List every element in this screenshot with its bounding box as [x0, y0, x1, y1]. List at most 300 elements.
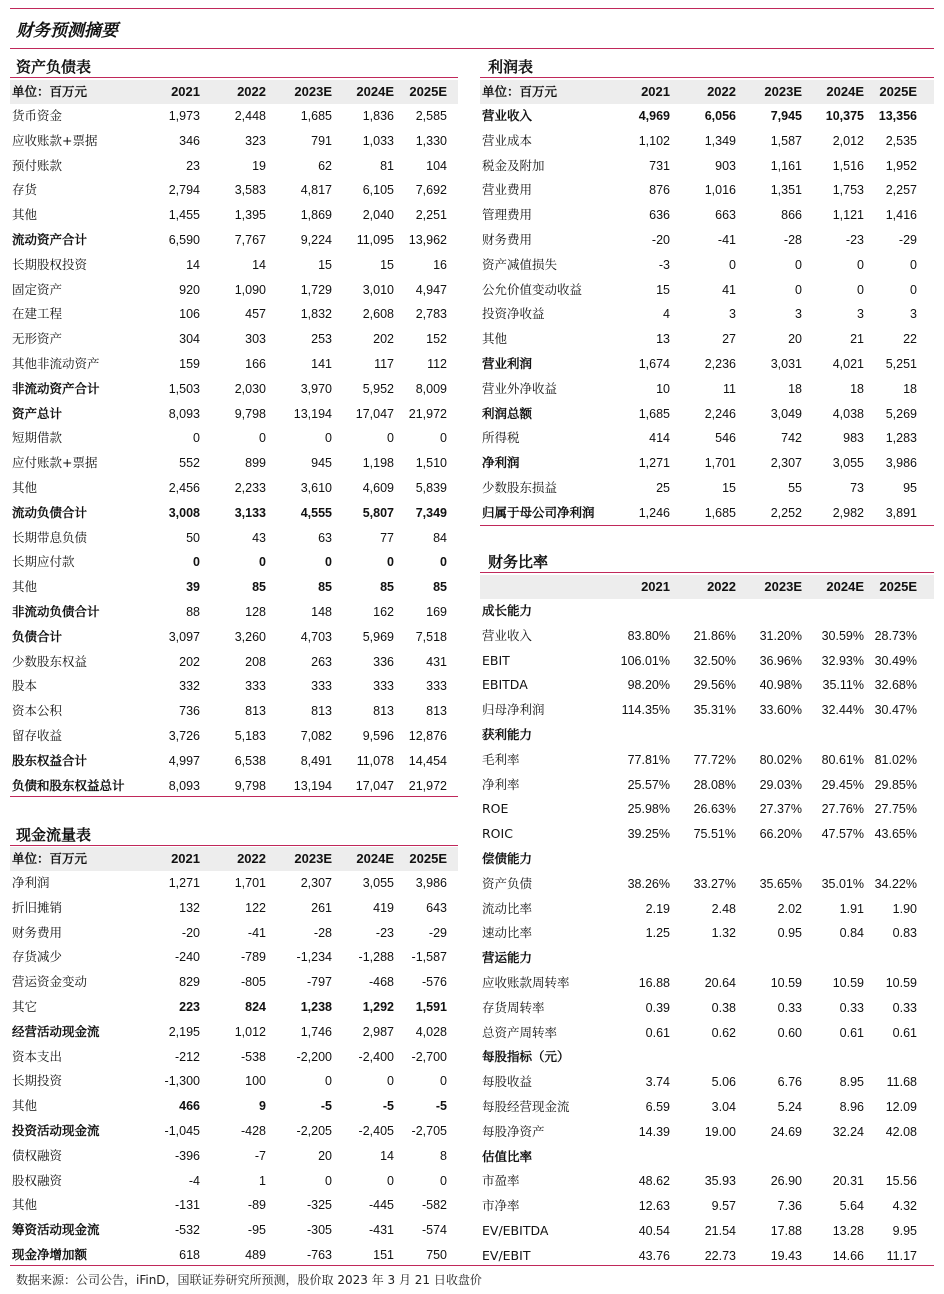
balance-sheet-cell: 323	[245, 133, 266, 148]
cash-flow-cell: -1,300	[164, 1074, 200, 1089]
balance-sheet-cell: 1,503	[168, 381, 200, 396]
income-statement-cell: 73	[850, 480, 864, 495]
balance-sheet-cell: 166	[245, 356, 266, 371]
balance-sheet-row-label: 长期股权投资	[12, 256, 88, 272]
ratios-cell: 2.48	[711, 901, 736, 916]
ratios-cell: 0.60	[777, 1025, 802, 1040]
cash-flow-cell: 419	[373, 900, 394, 915]
income-statement-cell: 1,349	[704, 133, 736, 148]
ratios-row-label: 存货周转率	[482, 999, 545, 1015]
ratios-row-label: 毛利率	[482, 751, 520, 767]
balance-sheet-cell: 23	[186, 158, 200, 173]
balance-sheet-cell: 84	[433, 530, 447, 545]
balance-sheet-cell: 431	[426, 654, 447, 669]
ratios-cell: 19.00	[704, 1124, 736, 1139]
balance-sheet-row	[10, 253, 458, 278]
cash-flow-cell: 466	[179, 1099, 200, 1114]
cash-flow-cell: -582	[421, 1198, 447, 1213]
balance-sheet-cell: 945	[311, 456, 332, 471]
income-statement-cell: 15	[722, 480, 736, 495]
income-statement-row-label: 资产减值损失	[482, 256, 558, 272]
income-statement-cell: 25	[656, 480, 670, 495]
ratios-title: 财务比率	[488, 553, 549, 571]
cash-flow-cell: 2,307	[300, 876, 332, 890]
balance-sheet-row-label: 应付账款+票据	[12, 455, 98, 471]
balance-sheet-cell: 148	[311, 604, 332, 619]
income-statement-cell: 1,753	[832, 183, 864, 198]
cash-flow-cell: 1,271	[168, 876, 200, 890]
ratios-cell: 0.61	[892, 1025, 917, 1040]
balance-sheet-cell: 4,703	[300, 629, 332, 644]
balance-sheet-cell: 552	[179, 456, 200, 471]
cash-flow-row-label: 现金净增加额	[12, 1246, 88, 1262]
income-statement-row-label: 投资净收益	[482, 306, 545, 322]
income-statement-cell: 2,236	[704, 356, 736, 371]
balance-sheet-row	[10, 327, 458, 352]
ratios-cell: 31.20%	[759, 628, 802, 643]
income-statement-cell: 636	[649, 208, 670, 223]
balance-sheet-cell: 7,692	[415, 183, 447, 198]
ratios-row	[480, 822, 934, 847]
ratios-row-label: EV/EBITDA	[482, 1222, 549, 1238]
balance-sheet-cell: 0	[193, 431, 200, 446]
balance-sheet-cell: 0	[325, 555, 332, 570]
cash-flow-cell: -95	[247, 1223, 266, 1238]
balance-sheet-cell: 81	[380, 158, 394, 173]
balance-sheet-row	[10, 749, 458, 774]
balance-sheet-cell: 3,726	[168, 728, 200, 743]
ratios-cell: 20.31	[832, 1174, 864, 1189]
income-statement-cell: -41	[717, 232, 736, 247]
ratios-cell: 35.01%	[821, 876, 864, 891]
income-statement-cell: 1,351	[770, 183, 802, 198]
ratios-cell: 0.83	[892, 926, 917, 941]
cash-flow-cell: 261	[311, 900, 332, 915]
balance-sheet-cell: 14	[186, 257, 200, 272]
income-statement-cell: 1,416	[885, 208, 917, 223]
cash-flow-cell: -1,288	[358, 950, 394, 965]
ratios-cell: 2.02	[777, 901, 802, 916]
balance-sheet-cell: 77	[380, 530, 394, 545]
ratios-cell: 6.76	[777, 1075, 802, 1090]
balance-sheet-cell: 5,969	[362, 629, 394, 644]
balance-sheet-cell: 2,040	[362, 208, 394, 223]
cash-flow-cell: 0	[440, 1074, 447, 1089]
cash-flow-cell: -763	[306, 1247, 332, 1262]
cash-flow-row	[10, 1169, 458, 1194]
income-statement-cell: -29	[898, 232, 917, 247]
balance-sheet-row-label: 流动负债合计	[12, 504, 88, 520]
ratios-cell: 14.66	[832, 1248, 864, 1263]
balance-sheet-cell: 1,395	[234, 208, 266, 223]
income-statement-rule	[480, 77, 934, 78]
ratios-cell: 42.08	[885, 1124, 917, 1139]
ratios-row-label: 估值比率	[482, 1148, 533, 1164]
income-statement-row-label: 净利润	[482, 455, 520, 471]
balance-sheet-row-label: 少数股东权益	[12, 653, 88, 669]
balance-sheet-cell: 15	[380, 257, 394, 272]
cash-flow-cell: -797	[306, 975, 332, 990]
balance-sheet-row	[10, 674, 458, 699]
income-statement-cell: 2,246	[704, 406, 736, 421]
cash-flow-cell: 643	[426, 900, 447, 915]
balance-sheet-cell: 304	[179, 332, 200, 347]
ratios-row	[480, 971, 934, 996]
ratios-cell: 12.09	[885, 1099, 917, 1114]
cash-flow-row	[10, 921, 458, 946]
cash-flow-row-label: 资本支出	[12, 1048, 63, 1064]
ratios-row-label: 获利能力	[482, 726, 533, 742]
balance-sheet-cell: 791	[311, 133, 332, 148]
income-statement-cell: 3	[857, 307, 864, 322]
income-statement-cell: 1,121	[832, 208, 864, 223]
ratios-cell: 9.57	[711, 1199, 736, 1214]
balance-sheet-title: 资产负债表	[16, 58, 92, 76]
balance-sheet-cell: 9,798	[234, 778, 266, 793]
ratios-row	[480, 996, 934, 1021]
income-statement-cell: 4,969	[638, 109, 670, 123]
income-statement-cell: -23	[845, 232, 864, 247]
ratios-cell: 0.61	[839, 1025, 864, 1040]
balance-sheet-row	[10, 650, 458, 675]
ratios-row	[480, 797, 934, 822]
income-statement-cell: 0	[910, 282, 917, 297]
ratios-cell: 25.57%	[627, 777, 670, 792]
cash-flow-row-label: 股权融资	[12, 1172, 63, 1188]
ratios-row	[480, 1021, 934, 1046]
income-statement-cell: 2,252	[770, 505, 802, 520]
cash-flow-cell: 151	[373, 1247, 394, 1262]
ratios-cell: 33.60%	[759, 703, 802, 718]
cash-flow-cell: -1,234	[296, 950, 332, 965]
ratios-cell: 80.02%	[759, 752, 802, 767]
balance-sheet-cell: 4,947	[415, 282, 447, 297]
balance-sheet-cell: 0	[440, 555, 447, 570]
income-statement-cell: 3	[910, 307, 917, 322]
balance-sheet-row-label: 无形资产	[12, 331, 63, 347]
ratios-cell: 24.69	[770, 1124, 802, 1139]
cash-flow-cell: -532	[174, 1223, 200, 1238]
balance-sheet-cell: 8,093	[168, 406, 200, 421]
balance-sheet-row	[10, 451, 458, 476]
cash-flow-cell: 122	[245, 900, 266, 915]
cash-flow-cell: -28	[313, 925, 332, 940]
cash-flow-cell: -325	[306, 1198, 332, 1213]
income-statement-cell: 3,031	[770, 356, 802, 371]
income-statement-cell: 18	[850, 381, 864, 396]
income-statement-cell: 18	[903, 381, 917, 396]
ratios-cell: 29.56%	[693, 678, 736, 693]
income-statement-row	[480, 451, 934, 476]
ratios-cell: 34.22%	[874, 876, 917, 891]
cash-flow-row-label: 债权融资	[12, 1147, 63, 1163]
ratios-cell: 30.47%	[874, 703, 917, 718]
cash-flow-year-header: 2021	[171, 851, 200, 866]
balance-sheet-year-header: 2024E	[356, 84, 394, 99]
cash-flow-cell: -396	[174, 1148, 200, 1163]
cash-flow-row-label: 折旧摊销	[12, 899, 63, 915]
balance-sheet-cell: 1,729	[300, 282, 332, 297]
ratios-cell: 21.86%	[693, 628, 736, 643]
balance-sheet-cell: 7,349	[415, 505, 447, 520]
ratios-cell: 32.68%	[874, 678, 917, 693]
balance-sheet-row-label: 存货	[12, 182, 38, 198]
ratios-cell: 6.59	[645, 1099, 670, 1114]
cash-flow-row	[10, 896, 458, 921]
balance-sheet-cell: 333	[245, 679, 266, 694]
balance-sheet-cell: 2,608	[362, 307, 394, 322]
balance-sheet-row-label: 其他	[12, 579, 38, 595]
income-statement-cell: 0	[729, 257, 736, 272]
ratios-row-label: 资产负债	[482, 875, 533, 891]
ratios-year-header: 2022	[707, 579, 736, 594]
balance-sheet-cell: 9,596	[362, 728, 394, 743]
cash-flow-row-label: 长期投资	[12, 1073, 63, 1089]
cash-flow-cell: -240	[174, 950, 200, 965]
balance-sheet-header-row	[10, 80, 458, 104]
income-statement-cell: -20	[651, 232, 670, 247]
income-statement-row-label: 利润总额	[482, 405, 533, 421]
cash-flow-row	[10, 1045, 458, 1070]
cash-flow-cell: 0	[325, 1173, 332, 1188]
balance-sheet-cell: 141	[311, 356, 332, 371]
balance-sheet-row-label: 预付账款	[12, 157, 63, 173]
ratios-cell: 26.90	[770, 1174, 802, 1189]
ratios-row	[480, 1145, 934, 1170]
balance-sheet-table	[10, 80, 458, 798]
income-statement-cell: 1,587	[770, 133, 802, 148]
balance-sheet-row-label: 长期带息负债	[12, 529, 88, 545]
balance-sheet-row	[10, 402, 458, 427]
balance-sheet-cell: 2,783	[415, 307, 447, 322]
income-statement-row	[480, 129, 934, 154]
income-statement-title: 利润表	[488, 58, 534, 76]
ratios-year-header: 2024E	[826, 579, 864, 594]
ratios-row	[480, 1120, 934, 1145]
income-statement-row-label: 营业收入	[482, 108, 533, 123]
ratios-row-label: 市净率	[482, 1198, 520, 1214]
income-statement-row	[480, 228, 934, 253]
income-statement-cell: 742	[781, 431, 802, 446]
ratios-cell: 98.20%	[627, 678, 670, 693]
balance-sheet-row	[10, 426, 458, 451]
cash-flow-cell: -538	[240, 1049, 266, 1064]
cash-flow-cell: 1,012	[234, 1024, 266, 1039]
balance-sheet-row-label: 其他非流动资产	[12, 355, 100, 371]
balance-sheet-cell: 3,097	[168, 629, 200, 644]
cash-flow-cell: -2,700	[411, 1049, 447, 1064]
cash-flow-row-label: 存货减少	[12, 949, 63, 965]
balance-sheet-cell: 5,183	[234, 728, 266, 743]
balance-sheet-cell: 7,767	[234, 232, 266, 247]
cash-flow-cell: -131	[174, 1198, 200, 1213]
cash-flow-year-header: 2022	[237, 851, 266, 866]
ratios-row-label: 每股经营现金流	[482, 1098, 570, 1114]
income-statement-row-label: 所得税	[482, 430, 520, 446]
cash-flow-cell: -2,205	[296, 1123, 332, 1138]
income-statement-row-label: 营业利润	[482, 355, 533, 371]
ratios-row-label: 偿债能力	[482, 850, 533, 866]
ratios-row-label: 应收账款周转率	[482, 974, 570, 990]
balance-sheet-cell: 1,973	[168, 109, 200, 123]
balance-sheet-cell: 6,105	[362, 183, 394, 198]
balance-sheet-cell: 4,555	[300, 505, 332, 520]
ratios-row	[480, 773, 934, 798]
income-statement-row-label: 公允价值变动收益	[482, 281, 583, 297]
balance-sheet-row	[10, 724, 458, 749]
ratios-row-label: EV/EBIT	[482, 1247, 531, 1263]
ratios-row-label: 营业收入	[482, 627, 533, 643]
income-statement-year-header: 2022	[707, 84, 736, 99]
income-statement-row	[480, 501, 934, 526]
ratios-row-label: EBITDA	[482, 677, 528, 693]
income-statement-cell: 13	[656, 332, 670, 347]
balance-sheet-cell: 1,455	[168, 208, 200, 223]
ratios-row-label: 成长能力	[482, 603, 533, 618]
cash-flow-cell: -41	[247, 925, 266, 940]
balance-sheet-row	[10, 302, 458, 327]
balance-sheet-cell: 21,972	[408, 406, 447, 421]
ratios-cell: 33.27%	[693, 876, 736, 891]
balance-sheet-cell: 6,538	[234, 753, 266, 768]
cash-flow-row-label: 财务费用	[12, 924, 63, 940]
ratios-row-label: 归母净利润	[482, 702, 545, 718]
cash-flow-cell: 223	[179, 999, 200, 1014]
ratios-row-label: 每股净资产	[482, 1123, 545, 1139]
cash-flow-cell: -89	[247, 1198, 266, 1213]
ratios-row-label: 每股收益	[482, 1074, 533, 1090]
balance-sheet-cell: 0	[387, 555, 394, 570]
balance-sheet-cell: 3,010	[362, 282, 394, 297]
ratios-cell: 30.49%	[874, 653, 917, 668]
income-statement-header-row	[480, 80, 934, 104]
income-statement-cell: 10	[656, 381, 670, 396]
balance-sheet-cell: 1,832	[300, 307, 332, 322]
cash-flow-cell: -574	[421, 1223, 447, 1238]
cash-flow-cell: 8	[440, 1148, 447, 1163]
cash-flow-cell: -7	[254, 1148, 266, 1163]
balance-sheet-cell: 169	[426, 604, 447, 619]
ratios-cell: 27.75%	[874, 802, 917, 817]
balance-sheet-cell: 0	[259, 555, 266, 570]
income-statement-unit-label: 单位：百万元	[482, 84, 558, 99]
cash-flow-cell: 829	[179, 975, 200, 990]
ratios-row	[480, 1095, 934, 1120]
income-statement-cell: 3,986	[885, 456, 917, 471]
ratios-cell: 5.64	[839, 1199, 864, 1214]
cash-flow-cell: -428	[240, 1123, 266, 1138]
income-statement-row	[480, 402, 934, 427]
balance-sheet-row-label: 留存收益	[12, 727, 63, 743]
cash-flow-cell: 0	[387, 1173, 394, 1188]
ratios-cell: 0.95	[777, 926, 802, 941]
income-statement-row-label: 税金及附加	[482, 157, 545, 173]
cash-flow-title: 现金流量表	[16, 826, 92, 844]
balance-sheet-cell: 333	[373, 679, 394, 694]
ratios-row	[480, 946, 934, 971]
income-statement-cell: 1,161	[770, 158, 802, 173]
balance-sheet-cell: 1,869	[300, 208, 332, 223]
ratios-row-label: 营运能力	[482, 950, 533, 966]
ratios-cell: 38.26%	[627, 876, 670, 891]
ratios-cell: 1.25	[645, 926, 670, 941]
balance-sheet-cell: 43	[252, 530, 266, 545]
balance-sheet-cell: 813	[311, 704, 332, 719]
ratios-cell: 75.51%	[693, 827, 736, 842]
cash-flow-cell: 9	[259, 1099, 266, 1114]
bottom-rule	[10, 1265, 934, 1266]
income-statement-cell: 3,891	[885, 505, 917, 520]
cash-flow-row-label: 筹资活动现金流	[12, 1222, 100, 1238]
cash-flow-cell: -5	[435, 1099, 447, 1114]
income-statement-cell: 1,016	[704, 183, 736, 198]
income-statement-table	[480, 80, 934, 526]
income-statement-cell: 4	[663, 307, 670, 322]
balance-sheet-cell: 13,962	[408, 232, 447, 247]
ratios-year-header: 2023E	[764, 579, 802, 594]
balance-sheet-row	[10, 699, 458, 724]
balance-sheet-cell: 0	[259, 431, 266, 446]
balance-sheet-row	[10, 203, 458, 228]
income-statement-cell: 2,257	[885, 183, 917, 198]
balance-sheet-cell: 14	[252, 257, 266, 272]
income-statement-cell: 0	[857, 257, 864, 272]
income-statement-row	[480, 203, 934, 228]
balance-sheet-cell: 3,260	[234, 629, 266, 644]
balance-sheet-cell: 50	[186, 530, 200, 545]
cash-flow-row-label: 营运资金变动	[12, 974, 88, 990]
income-statement-cell: 1,246	[638, 505, 670, 520]
ratios-cell: 8.95	[839, 1075, 864, 1090]
income-statement-cell: 55	[788, 480, 802, 495]
cash-flow-cell: -5	[382, 1099, 394, 1114]
ratios-cell: 11.68	[886, 1075, 917, 1090]
ratios-row-label: 总资产周转率	[482, 1024, 558, 1040]
income-statement-cell: 5,251	[885, 356, 917, 371]
balance-sheet-cell: 333	[426, 679, 447, 694]
ratios-cell: 35.31%	[693, 703, 736, 718]
income-statement-cell: 1,685	[704, 505, 736, 520]
ratios-row-label: 市盈率	[482, 1173, 520, 1189]
income-statement-cell: 0	[910, 257, 917, 272]
cash-flow-cell: 1	[259, 1173, 266, 1188]
income-statement-cell: 0	[795, 282, 802, 297]
income-statement-year-header: 2023E	[764, 84, 802, 99]
balance-sheet-row	[10, 550, 458, 575]
cash-flow-cell: 100	[245, 1074, 266, 1089]
ratios-cell: 17.88	[770, 1223, 802, 1238]
balance-sheet-row	[10, 625, 458, 650]
ratios-cell: 43.76	[638, 1248, 670, 1263]
cash-flow-cell: 0	[440, 1173, 447, 1188]
income-statement-cell: 1,701	[704, 456, 736, 471]
balance-sheet-cell: 8,491	[300, 753, 332, 768]
income-statement-cell: 3	[795, 307, 802, 322]
income-statement-row	[480, 377, 934, 402]
income-statement-cell: 4,038	[832, 406, 864, 421]
ratios-cell: 15.56	[885, 1174, 917, 1189]
ratios-row-label: EBIT	[482, 652, 510, 668]
balance-sheet-cell: 12,876	[408, 728, 447, 743]
balance-sheet-row-label: 其他	[12, 207, 38, 223]
cash-flow-header-row	[10, 847, 458, 871]
ratios-cell: 29.03%	[759, 777, 802, 792]
balance-sheet-cell: 16	[433, 257, 447, 272]
ratios-row	[480, 649, 934, 674]
ratios-row	[480, 1169, 934, 1194]
balance-sheet-row-label: 流动资产合计	[12, 231, 88, 247]
balance-sheet-cell: 5,807	[362, 505, 394, 520]
